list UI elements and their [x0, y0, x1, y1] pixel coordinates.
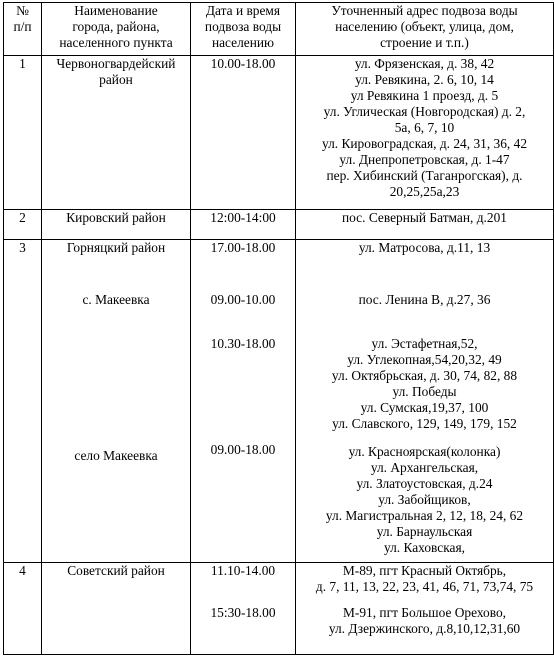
row-area — [42, 240, 191, 563]
row-address — [296, 240, 554, 563]
row-area-line: с. Макеевка — [82, 292, 150, 307]
row-time: 10.00-18.00 — [191, 56, 296, 210]
header-area-line: города, района, — [72, 19, 160, 34]
address-line: пер. Хибинский (Таганрогская), д. — [326, 168, 523, 183]
address-line: ул. Кировоградская, д. 24, 31, 36, 42 — [321, 136, 528, 151]
row-time-line: 10.30-18.00 — [210, 336, 276, 351]
address-line: 20,25,25а,23 — [389, 184, 460, 199]
row-area-line: Червоногвардейский — [56, 56, 176, 71]
address-line: ул. Красноярская(колонка) — [348, 444, 501, 459]
address-line: ул. Барнаульская — [376, 524, 473, 539]
row-area: Советский район — [42, 563, 191, 655]
header-num — [4, 3, 42, 56]
address-line: ул Ревякина 1 проезд, д. 5 — [350, 88, 499, 103]
address-line: ул. Магистральная 2, 12, 18, 24, 62 — [325, 508, 524, 523]
address-line: ул. Победы — [392, 384, 457, 399]
row-area-line: село Макеевка — [74, 448, 158, 463]
table-row — [4, 210, 554, 240]
row-num: 1 — [4, 56, 42, 210]
address-line: ул. Забойщиков, — [378, 492, 471, 507]
row-time-line: 11.10-14.00 — [210, 563, 276, 578]
table-header-row — [4, 3, 554, 56]
header-time — [191, 3, 296, 56]
header-area — [42, 3, 191, 56]
address-line: 5а, 6, 7, 10 — [394, 120, 455, 135]
row-area-line: Горняцкий район — [66, 240, 166, 255]
table-row — [4, 563, 554, 655]
row-num: 3 — [4, 240, 42, 563]
row-address: пос. Северный Батман, д.201 — [296, 210, 554, 240]
row-time-line: 15:30-18.00 — [210, 605, 276, 620]
row-time — [191, 563, 296, 655]
row-area-line: район — [99, 72, 133, 87]
header-time-line: подвоза воды — [204, 19, 282, 34]
table-row — [4, 56, 554, 210]
address-line: ул. Сумская,19,37, 100 — [360, 400, 489, 415]
row-time-line: 17.00-18.00 — [210, 240, 276, 255]
header-num-line: п/п — [13, 19, 32, 34]
address-line: М-89, пгт Красный Октябрь, — [342, 563, 507, 578]
header-time-line: населению — [211, 35, 275, 50]
row-num: 2 — [4, 210, 42, 240]
header-time-line: Дата и время — [205, 3, 281, 18]
header-area-line: Наименование — [74, 3, 158, 18]
address-line: ул. Октябрьская, д. 30, 74, 82, 88 — [331, 368, 518, 383]
header-num-line: № — [16, 3, 29, 18]
address-line: д. 7, 11, 13, 22, 23, 41, 46, 71, 73,74, 75 — [315, 579, 534, 594]
address-line: ул. Фрязенская, д. 38, 42 — [354, 56, 495, 71]
row-area: Кировский район — [42, 210, 191, 240]
table-row — [4, 240, 554, 563]
water-delivery-table — [3, 2, 554, 655]
row-time-line: 09.00-18.00 — [210, 442, 276, 457]
address-line: ул. Славского, 129, 149, 179, 152 — [332, 416, 517, 431]
address-line: пос. Ленина В, д.27, 36 — [358, 292, 491, 307]
address-line: ул. Ревякина, 2. 6, 10, 14 — [355, 72, 494, 87]
row-num: 4 — [4, 563, 42, 655]
address-line: ул. Дзержинского, д.8,10,12,31,60 — [328, 621, 521, 636]
address-line: ул. Углекопная,54,20,32, 49 — [347, 352, 502, 367]
row-address — [296, 563, 554, 655]
header-address-line: населению (объект, улица, дом, — [335, 19, 514, 34]
address-line: ул. Эстафетная,52, — [371, 336, 478, 351]
row-address — [296, 56, 554, 210]
row-time-line: 09.00-10.00 — [210, 292, 276, 307]
header-address — [296, 3, 554, 56]
row-time — [191, 240, 296, 563]
address-line: ул. Златоустовская, д.24 — [356, 476, 493, 491]
address-line: ул. Днепропетровская, д. 1-47 — [339, 152, 510, 167]
address-line: М-91, пгт Большое Орехово, — [342, 605, 507, 620]
address-line: ул. Углическая (Новгородская) д. 2, — [323, 104, 526, 119]
address-line: ул. Каховская, — [383, 540, 465, 555]
header-address-line: строение и т.п.) — [380, 35, 469, 50]
header-area-line: населенного пункта — [59, 35, 173, 50]
address-line: ул. Матросова, д.11, 13 — [358, 240, 491, 255]
address-line: ул. Архангельская, — [370, 460, 479, 475]
row-time: 12:00-14:00 — [191, 210, 296, 240]
row-area — [42, 56, 191, 210]
header-address-line: Уточненный адрес подвоза воды — [331, 3, 518, 18]
